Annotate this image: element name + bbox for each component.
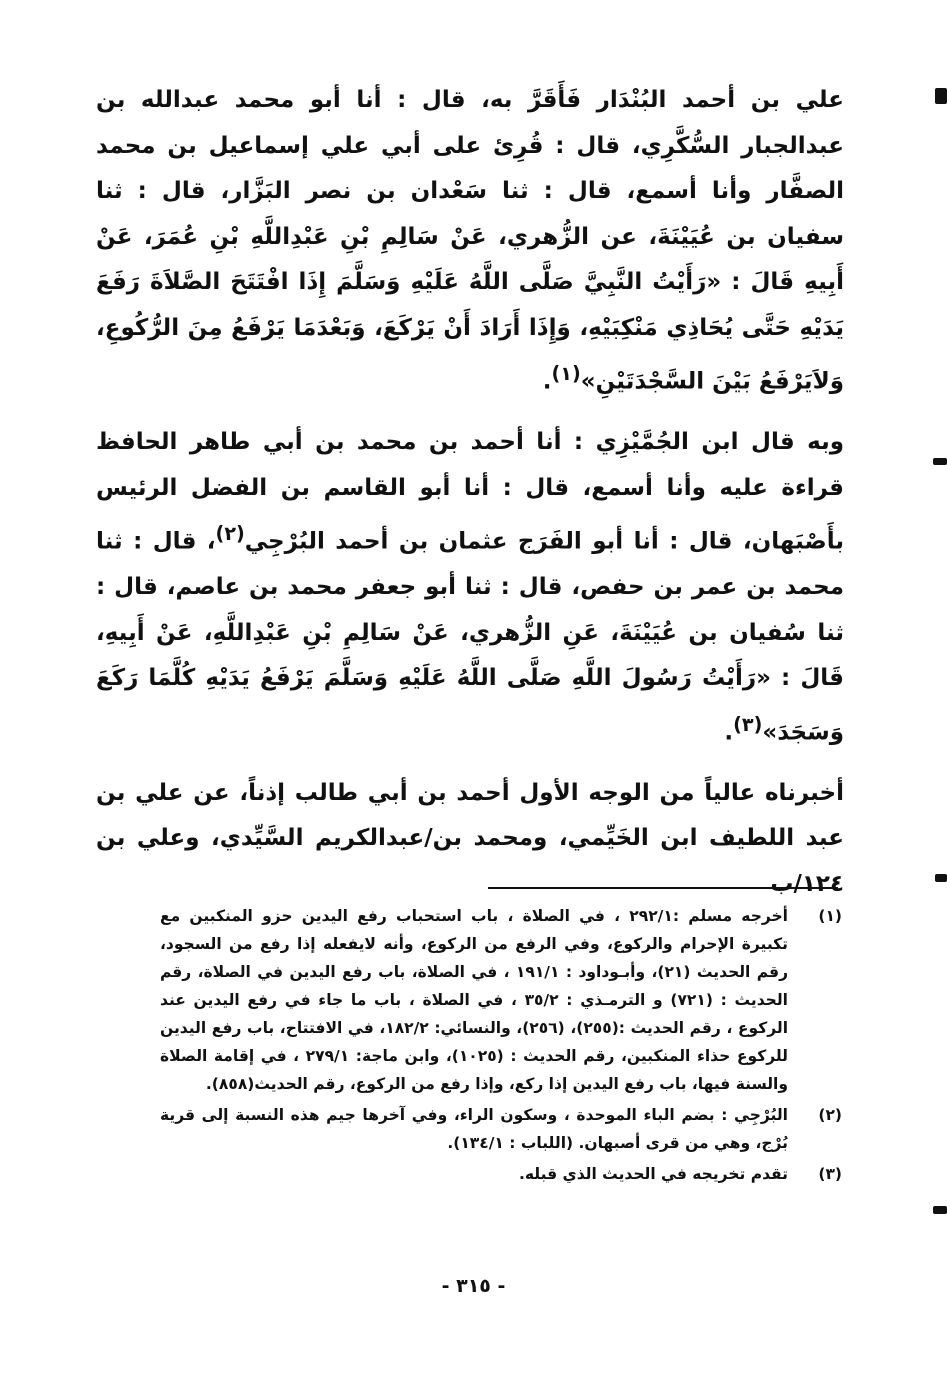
paragraph-2-text-continued: ، قال : ثنا محمد بن عمر بن حفص، قال : ثنا أبو جعفر محمد بن عاصم، قال : ثنا سُفيان بن عُيَيْنَةَ، عَنِ الزُّهري، عَنْ سَالِمِ بْنِ عَبْدِاللَّهِ، عَنْ أَبِيهِ، قَالَ : — [96, 528, 844, 692]
footnote-3 — [160, 1160, 842, 1188]
hadith-quote-2: «رَأَيْتُ رَسُولَ اللَّهِ صَلَّى اللَّهُ عَلَيْهِ وَسَلَّمَ يَرْفَعُ يَدَيْهِ كُلَّمَا رَكَعَ وَسَجَدَ» — [96, 665, 844, 746]
scan-edge-mark — [935, 874, 947, 882]
paragraph-1-text: علي بن أحمد البُنْدَار فَأَقَرَّ به، قال : أنا أبو محمد عبدالله بن عبدالجبار السُّكَّرِي، قال : قُرِئ على أبي علي إسماعيل بن محمد الصفَّار وأنا أسمع، قال : ثنا سَعْدان بن نصر البَزَّار، قال : ثنا سفيان بن عُيَيْنَةَ، عن الزُّهري، عَنْ سَالِمِ بْنِ عَبْدِاللَّهِ بْنِ عُمَرَ، عَنْ أَبِيهِ قَالَ : — [96, 87, 844, 295]
footnote-3-text: تقدم تخريجه في الحديث الذي قبله. — [519, 1165, 788, 1183]
page-number: - ٣١٥ - — [441, 1275, 506, 1297]
footnote-1 — [160, 902, 842, 1098]
paragraph-2 — [96, 420, 844, 756]
scan-edge-mark — [933, 1206, 947, 1214]
paragraph-3-lead: أخبرناه — [764, 779, 844, 806]
footnote-2 — [160, 1101, 842, 1157]
footnote-2-text: البُرْجِي : بضم الباء الموحدة ، وسكون الراء، وفي آخرها جيم هذه النسبة إلى قرية بُرْج، وهي من قرى أصبهان. (اللباب : ١٣٤/١). — [160, 1106, 788, 1152]
hadith-quote-1: «رَأَيْتُ النَّبِيَّ صَلَّى اللَّهُ عَلَيْهِ وَسَلَّمَ إِذَا افْتَتَحَ الصَّلاَةَ رَفَعَ يَدَيْهِ حَتَّى يُحَاذِي مَنْكِبَيْهِ، وَإِذَا أَرَادَ أَنْ يَرْكَعَ، وَبَعْدَمَا يَرْفَعُ مِنَ الرُّكُوعِ، وَلاَيَرْفَعُ بَيْنَ السَّجْدَتَيْنِ» — [96, 269, 844, 395]
footnote-1-number: (١) — [818, 907, 842, 925]
paragraph-2-lead: وبه — [807, 429, 845, 456]
scan-edge-mark — [935, 88, 947, 104]
footnotes — [160, 902, 842, 1191]
scan-edge-mark — [933, 458, 947, 465]
footnote-1-text: أخرجه مسلم :٢٩٢/١ ، في الصلاة ، باب استحباب رفع اليدين حزو المنكبين مع تكبيرة الإحرام والركوع، وفي الرفع من الركوع، وأنه لايفعله إذا رفع من السجود، رقم الحديث (٢١)، وأبـوداود : ١٩١/١ ، في الصلاة، باب رفع اليدين في الصلاة، رقم الحديث : (٧٢١) و الترمـذي : ٣٥/٢ ، في الصلاة ، باب ما جاء في رفع اليدين عند الركوع ، رقم الحديث :(٢٥٥)، (٢٥٦)، والنسائي: ١٨٢/٢، في الافتتاح، باب رفع اليدين للركوع حذاء المنكبين، رقم الحديث : (١٠٢٥)، وابن ماجة: ٢٧٩/١ ، في إقامة الصلاة والسنة فيها، باب رفع اليدين إذا ركع، وإذا رفع من الركوع، رقم الحديث(٨٥٨). — [160, 907, 789, 1093]
main-text — [96, 78, 844, 907]
footnote-ref-1[interactable]: (١) — [551, 362, 581, 385]
paragraph-2-tail: . — [724, 719, 734, 746]
paragraph-1 — [96, 78, 844, 405]
footnote-divider — [488, 887, 838, 889]
paragraph-1-tail: . — [542, 368, 552, 395]
paragraph-2-text: قال ابن الجُمَّيْزِي : أنا أحمد بن محمد بن أبي طاهر الحافظ قراءة عليه وأنا أسمع، قال : أنا أبو القاسم بن الفضل الرئيس بأَصْبَهان، قال : أنا أبو الفَرَج عثمان بن أحمد البُرْجِي — [96, 429, 844, 555]
footnote-ref-3[interactable]: (٣) — [733, 712, 763, 736]
footnote-2-number: (٢) — [818, 1106, 842, 1124]
footnote-3-number: (٣) — [818, 1165, 842, 1183]
footnote-ref-2[interactable]: (٢) — [215, 522, 245, 546]
paragraph-3-text: عالياً من الوجه الأول أحمد بن أبي طالب إذناً، عن علي بن عبد اللطيف ابن الخَيِّمي، ومحمد بن/عبدالكريم السَّيِّدي، وعلي بن ١٢٤/ب — [96, 779, 844, 897]
